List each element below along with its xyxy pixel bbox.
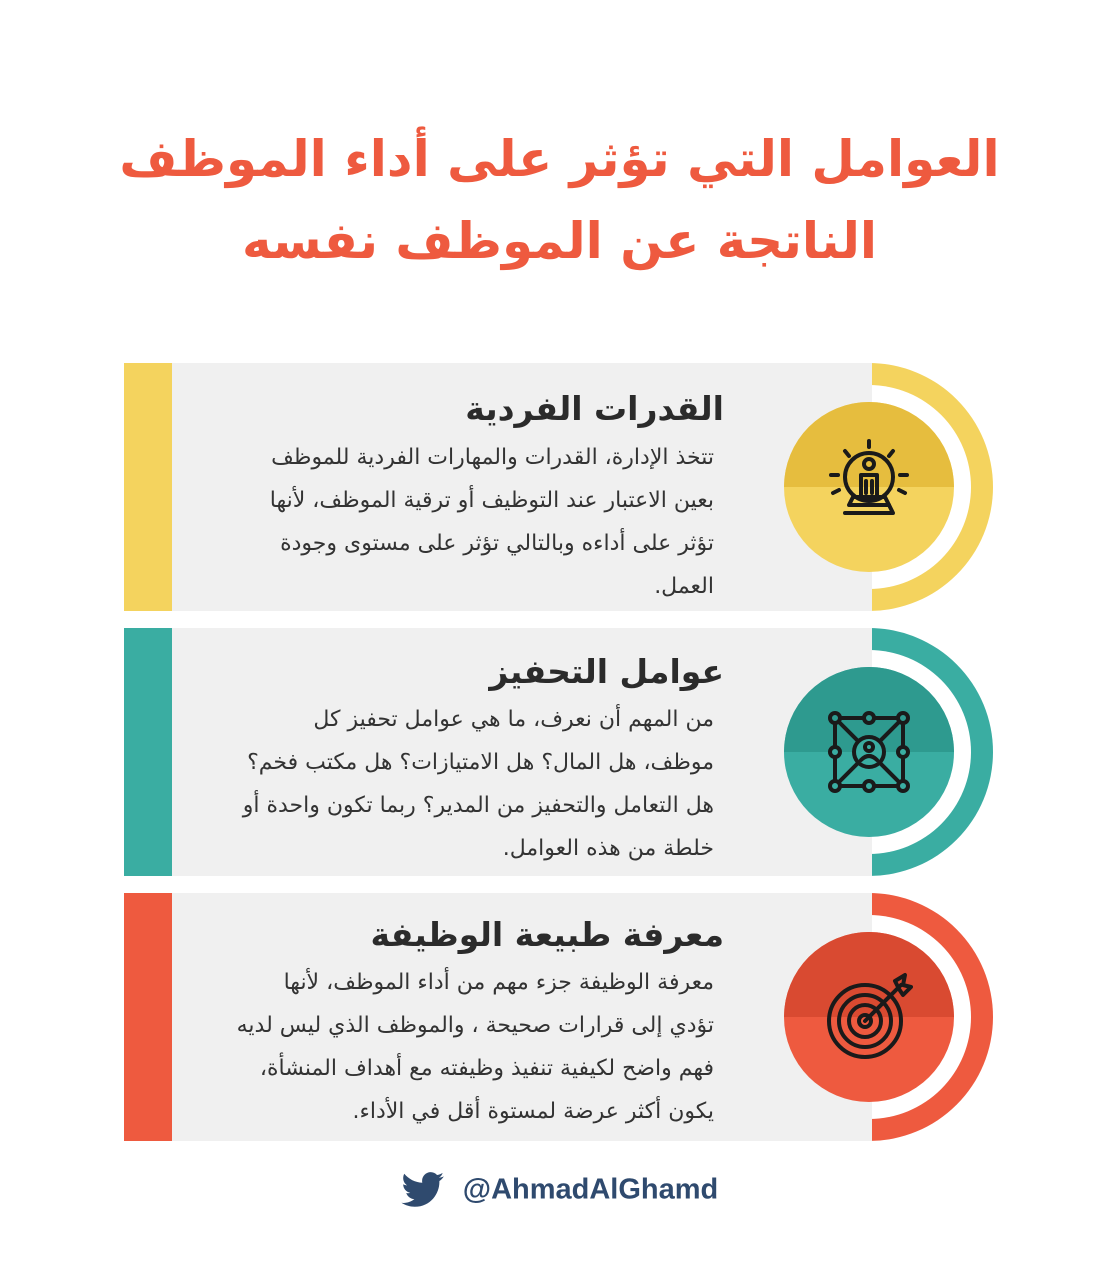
body-line: من المهم أن نعرف، ما هي عوامل تحفيز كل	[313, 707, 714, 732]
body-line: تؤدي إلى قرارات صحيحة ، والموظف الذي ليس لديه	[236, 1013, 714, 1038]
section-heading: معرفة طبيعة الوظيفة	[370, 915, 724, 954]
body-line: هل التعامل والتحفيز من المدير؟ ربما تكون واحدة أو	[242, 793, 714, 818]
body-line: تتخذ الإدارة، القدرات والمهارات الفردية للموظف	[271, 445, 714, 470]
page-title-line-2: الناتجة عن الموظف نفسه	[242, 212, 877, 270]
section-icon-disc	[784, 667, 954, 837]
section-body	[154, 436, 714, 608]
twitter-handle[interactable]: @AhmadAlGhamd	[462, 1173, 719, 1206]
idea-person-bulb-icon	[819, 437, 919, 537]
body-line: معرفة الوظيفة جزء مهم من أداء الموظف، لأنها	[283, 970, 714, 995]
body-line: موظف، هل المال؟ هل الامتيازات؟ هل مكتب فخم؟	[247, 750, 714, 775]
footer	[0, 1172, 1119, 1208]
section-motivation-factors	[0, 628, 1119, 876]
section-heading: القدرات الفردية	[465, 389, 724, 428]
section-job-knowledge	[0, 893, 1119, 1141]
section-heading: عوامل التحفيز	[489, 652, 724, 691]
body-line: العمل.	[654, 574, 714, 599]
section-individual-abilities	[0, 363, 1119, 611]
section-body	[154, 698, 714, 870]
page-title-line-1: العوامل التي تؤثر على أداء الموظف	[119, 130, 1000, 188]
body-line: فهم واضح لكيفية تنفيذ وظيفته مع أهداف المنشأة،	[259, 1056, 714, 1081]
section-icon-disc	[784, 402, 954, 572]
body-line: يكون أكثر عرضة لمستوة أقل في الأداء.	[352, 1099, 714, 1124]
network-person-icon	[819, 702, 919, 802]
target-arrow-icon	[819, 967, 919, 1067]
body-line: تؤثر على أداءه وبالتالي تؤثر على مستوى وجودة	[280, 531, 714, 556]
body-line: بعين الاعتبار عند التوظيف أو ترقية الموظف، لأنها	[269, 488, 714, 513]
twitter-bird-icon[interactable]	[401, 1172, 445, 1208]
section-body	[154, 961, 714, 1133]
section-icon-disc	[784, 932, 954, 1102]
body-line: خلطة من هذه العوامل.	[502, 836, 714, 861]
